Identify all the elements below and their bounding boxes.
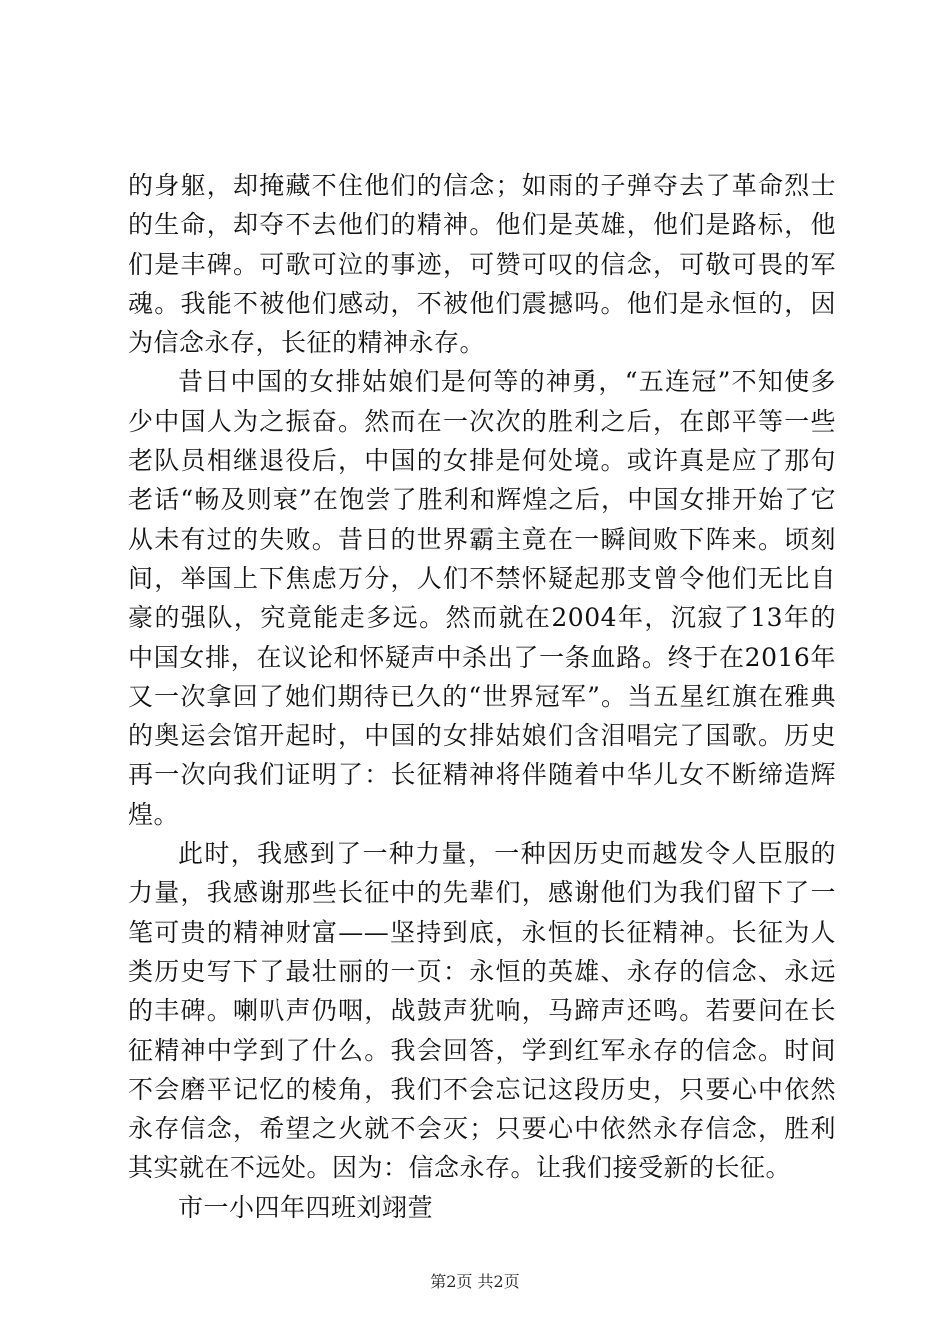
paragraph-continuation: 的身躯，却掩藏不住他们的信念；如雨的子弹夺去了革命烈士的生命，却夺不去他们的精神。他们是英雄，他们是路标，他们是丰碑。可歌可泣的事迹，可赞可叹的信念，可敬可畏的军魂。我能不被他们感动，不被他们震撼吗。他们是永恒的，因为信念永存，长征的精神永存。: [128, 171, 836, 358]
document-body: [128, 166, 836, 1227]
page-footer: 第2页 共2页: [430, 1272, 520, 1291]
author-signature: 市一小四年四班刘翊萱: [178, 1192, 434, 1222]
paragraph-womens-volleyball: 昔日中国的女排姑娘们是何等的神勇，“五连冠”不知使多少中国人为之振奋。然而在一次次的胜利之后，在郎平等一些老队员相继退役后，中国的女排是何处境。或许真是应了那句老话“畅及则衰”在饱尝了胜利和辉煌之后，中国女排开始了它从未有过的失败。昔日的世界霸主竟在一瞬间败下阵来。顷刻间，举国上下焦虑万分，人们不禁怀疑起那支曾令他们无比自豪的强队，究竟能走多远。然而就在2004年，沉寂了13年的中国女排，在议论和怀疑声中杀出了一条血路。终于在2016年又一次拿回了她们期待已久的“世界冠军”。当五星红旗在雅典的奥运会馆开起时，中国的女排姑娘们含泪唱完了国歌。历史再一次向我们证明了：长征精神将伴随着中华儿女不断缔造辉煌。: [128, 367, 836, 829]
paragraph-long-march-spirit: 此时，我感到了一种力量，一种因历史而越发令人臣服的力量，我感谢那些长征中的先辈们，感谢他们为我们留下了一笔可贵的精神财富——坚持到底，永恒的长征精神。长征为人类历史写下了最壮丽的一页：永恒的英雄、永存的信念、永远的丰碑。喇叭声仍咽，战鼓声犹响，马蹄声还鸣。若要问在长征精神中学到了什么。我会回答，学到红军永存的信念。时间不会磨平记忆的棱角，我们不会忘记这段历史，只要心中依然永存信念，希望之火就不会灭；只要心中依然永存信念，胜利其实就在不远处。因为：信念永存。让我们接受新的长征。: [128, 839, 836, 1183]
